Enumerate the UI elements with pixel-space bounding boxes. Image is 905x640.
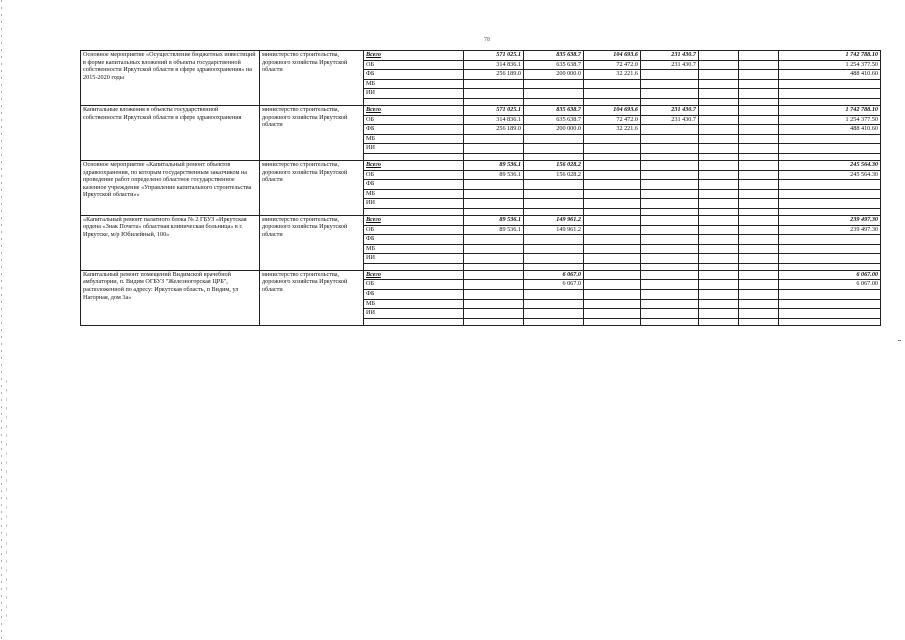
amount-cell [584,134,641,144]
amount-cell: 72 472.0 [584,60,641,70]
amount-cell [584,79,641,89]
responsible-organization: министерство строительства, дорожного хозяйства Иркутской области [260,51,364,106]
budget-table [80,50,881,326]
empty-cell [524,208,584,215]
amount-cell: 6 067.0 [524,280,584,290]
amount-cell [464,299,524,309]
empty-cell [779,98,881,105]
empty-cell [641,208,699,215]
funding-source: МБ [364,134,464,144]
amount-cell [584,225,641,235]
amount-cell [739,105,779,115]
total-cell: 488 410.60 [779,70,881,80]
amount-cell [641,180,699,190]
funding-source: ИИ [364,254,464,264]
amount-cell [524,254,584,264]
amount-cell: 835 638.7 [524,105,584,115]
empty-cell [584,153,641,160]
amount-cell: 314 836.1 [464,115,524,125]
amount-cell [524,134,584,144]
funding-source: ИИ [364,144,464,154]
empty-cell [699,98,739,105]
total-cell [779,254,881,264]
funding-source: Всего [364,105,464,115]
amount-cell [641,215,699,225]
amount-cell [464,134,524,144]
empty-cell [779,208,881,215]
amount-cell [464,254,524,264]
amount-cell: 231 430.7 [641,115,699,125]
empty-cell [464,208,524,215]
empty-cell [464,153,524,160]
total-cell [779,89,881,99]
amount-cell [699,290,739,300]
amount-cell [524,189,584,199]
empty-cell [779,263,881,270]
amount-cell: 635 638.7 [524,115,584,125]
amount-cell [739,299,779,309]
amount-cell [464,79,524,89]
amount-cell [584,189,641,199]
amount-cell: 149 961.2 [524,225,584,235]
amount-cell [584,299,641,309]
amount-cell: 231 430.7 [641,60,699,70]
total-cell [779,134,881,144]
funding-source: ИИ [364,309,464,319]
total-cell: 6 067.00 [779,270,881,280]
amount-cell: 231 430.7 [641,105,699,115]
amount-cell [641,144,699,154]
responsible-organization: министерство строительства, дорожного хозяйства Иркутской области [260,160,364,215]
funding-source: МБ [364,244,464,254]
amount-cell: 156 028.2 [524,160,584,170]
empty-cell [364,98,464,105]
amount-cell [739,125,779,135]
amount-cell [739,189,779,199]
scan-edge-mark [6,380,7,620]
scan-edge-mark [898,340,901,341]
amount-cell [739,70,779,80]
total-cell [779,79,881,89]
amount-cell [641,189,699,199]
amount-cell [739,180,779,190]
funding-source: Всего [364,51,464,61]
amount-cell: 156 028.2 [524,170,584,180]
amount-cell [524,144,584,154]
total-cell [779,309,881,319]
amount-cell [699,280,739,290]
amount-cell: 835 638.7 [524,51,584,61]
amount-cell [584,199,641,209]
table-row [81,105,881,115]
amount-cell: 32 221.6 [584,70,641,80]
empty-cell [739,263,779,270]
amount-cell [641,254,699,264]
amount-cell [699,225,739,235]
funding-source: Всего [364,215,464,225]
funding-source: ОБ [364,225,464,235]
amount-cell [641,160,699,170]
empty-cell [641,318,699,325]
amount-cell: 104 693.6 [584,51,641,61]
responsible-organization: министерство строительства, дорожного хозяйства Иркутской области [260,215,364,270]
empty-cell [779,318,881,325]
amount-cell [584,290,641,300]
amount-cell [584,309,641,319]
empty-cell [699,208,739,215]
amount-cell [739,79,779,89]
amount-cell [699,215,739,225]
amount-cell [584,89,641,99]
amount-cell [699,270,739,280]
measure-description: Основное мероприятие «Капитальный ремонт объектов здравоохранения, по которым государственным заказчиком на проведение работ определено областное государственное казенное учреждение «Управление капитального строительства Иркутской области»» [81,160,260,215]
total-cell [779,144,881,154]
amount-cell [699,70,739,80]
amount-cell: 89 536.1 [464,160,524,170]
amount-cell [739,170,779,180]
amount-cell: 571 025.1 [464,51,524,61]
funding-source: ФБ [364,125,464,135]
empty-cell [699,153,739,160]
amount-cell [739,270,779,280]
amount-cell [584,144,641,154]
amount-cell [464,309,524,319]
empty-cell [364,318,464,325]
amount-cell: 104 693.6 [584,105,641,115]
empty-cell [524,153,584,160]
amount-cell [699,180,739,190]
total-cell: 239 497.30 [779,215,881,225]
empty-cell [699,263,739,270]
funding-source: ОБ [364,170,464,180]
amount-cell [699,299,739,309]
empty-cell [641,98,699,105]
amount-cell [464,270,524,280]
amount-cell [524,180,584,190]
amount-cell: 32 221.6 [584,125,641,135]
empty-cell [641,263,699,270]
amount-cell [699,115,739,125]
amount-cell [641,225,699,235]
amount-cell [641,299,699,309]
funding-source: МБ [364,79,464,89]
amount-cell [584,235,641,245]
measure-description: Капитальные вложения в объекты государственной собственности Иркутской области в сфере здравоохранения [81,105,260,160]
empty-cell [641,153,699,160]
amount-cell [584,160,641,170]
page-number: 78 [484,37,490,43]
amount-cell [739,215,779,225]
total-cell: 1 254 377.50 [779,115,881,125]
amount-cell [584,244,641,254]
total-cell: 1 742 788.10 [779,51,881,61]
amount-cell [464,290,524,300]
amount-cell [524,89,584,99]
amount-cell [699,244,739,254]
funding-source: МБ [364,299,464,309]
amount-cell [699,235,739,245]
amount-cell: 200 000.0 [524,70,584,80]
amount-cell: 256 189.0 [464,70,524,80]
amount-cell [699,134,739,144]
amount-cell [641,134,699,144]
amount-cell [699,189,739,199]
total-cell [779,235,881,245]
amount-cell [584,270,641,280]
measure-description: «Капитальный ремонт палатного блока № 2 ГБУЗ «Иркутская ордена «Знак Почета» областная клиническая больница» в г. Иркутске, м/р Юбилейный, 100» [81,215,260,270]
total-cell: 239 497.30 [779,225,881,235]
empty-cell [524,98,584,105]
amount-cell [641,79,699,89]
amount-cell [739,244,779,254]
amount-cell [739,144,779,154]
empty-cell [464,98,524,105]
funding-source: МБ [364,189,464,199]
amount-cell [584,254,641,264]
amount-cell [641,290,699,300]
amount-cell [699,309,739,319]
empty-cell [739,208,779,215]
funding-source: ИИ [364,89,464,99]
funding-source: ФБ [364,290,464,300]
funding-source: ОБ [364,280,464,290]
total-cell [779,244,881,254]
funding-source: ФБ [364,180,464,190]
empty-cell [584,98,641,105]
amount-cell: 256 189.0 [464,125,524,135]
empty-cell [464,263,524,270]
empty-cell [584,318,641,325]
empty-cell [739,318,779,325]
budget-table-body [81,51,881,326]
amount-cell [584,180,641,190]
total-cell: 245 564.30 [779,170,881,180]
amount-cell [641,309,699,319]
amount-cell [464,235,524,245]
empty-cell [584,263,641,270]
amount-cell: 571 025.1 [464,105,524,115]
amount-cell [699,125,739,135]
amount-cell [699,89,739,99]
total-cell: 488 410.60 [779,125,881,135]
amount-cell: 89 536.1 [464,215,524,225]
amount-cell [641,125,699,135]
empty-cell [779,153,881,160]
amount-cell [524,199,584,209]
amount-cell [699,51,739,61]
amount-cell [739,89,779,99]
empty-cell [364,208,464,215]
amount-cell [641,270,699,280]
responsible-organization: министерство строительства, дорожного хозяйства Иркутской области [260,105,364,160]
funding-source: ИИ [364,199,464,209]
amount-cell [699,144,739,154]
total-cell [779,299,881,309]
funding-source: ОБ [364,115,464,125]
amount-cell [699,254,739,264]
amount-cell [739,134,779,144]
amount-cell [641,170,699,180]
funding-source: ФБ [364,235,464,245]
amount-cell [584,215,641,225]
amount-cell [739,60,779,70]
amount-cell [699,79,739,89]
empty-cell [739,153,779,160]
amount-cell [584,170,641,180]
amount-cell [524,309,584,319]
scan-edge-mark [1,0,2,640]
empty-cell [464,318,524,325]
table-row [81,215,881,225]
amount-cell [699,199,739,209]
total-cell: 6 067.00 [779,280,881,290]
table-row [81,51,881,61]
amount-cell: 149 961.2 [524,215,584,225]
amount-cell [739,199,779,209]
empty-cell [364,153,464,160]
total-cell: 245 564.30 [779,160,881,170]
funding-source: ОБ [364,60,464,70]
total-cell [779,290,881,300]
funding-source: ФБ [364,70,464,80]
amount-cell [739,160,779,170]
empty-cell [524,263,584,270]
amount-cell [524,235,584,245]
total-cell: 1 742 788.10 [779,105,881,115]
amount-cell [584,280,641,290]
amount-cell: 89 536.1 [464,170,524,180]
amount-cell [524,79,584,89]
amount-cell [739,51,779,61]
measure-description: Капитальный ремонт помещений Видимской врачебной амбулатории, п. Видим ОГБУЗ "Железногорская ЦРБ", расположенной по адресу: Иркутская область, п Видим, ул Нагорная, дом 3а» [81,270,260,325]
empty-cell [584,208,641,215]
amount-cell [641,244,699,254]
empty-cell [699,318,739,325]
amount-cell [739,225,779,235]
empty-cell [739,98,779,105]
amount-cell [641,280,699,290]
amount-cell [739,235,779,245]
amount-cell [464,280,524,290]
amount-cell: 72 472.0 [584,115,641,125]
amount-cell [524,299,584,309]
amount-cell [739,280,779,290]
funding-source: Всего [364,160,464,170]
total-cell [779,180,881,190]
amount-cell [524,244,584,254]
amount-cell [699,170,739,180]
table-row [81,160,881,170]
total-cell [779,199,881,209]
table-row [81,270,881,280]
amount-cell [739,254,779,264]
amount-cell [699,60,739,70]
amount-cell [524,290,584,300]
amount-cell [464,180,524,190]
amount-cell [699,105,739,115]
empty-cell [524,318,584,325]
measure-description: Основное мероприятие «Осуществление бюджетных инвестиций в форме капитальных вложений в объекты государственной собственности Иркутской области в сфере здравоохранения» на 2015-2020 годы [81,51,260,106]
amount-cell [699,160,739,170]
amount-cell [641,199,699,209]
amount-cell [464,199,524,209]
amount-cell: 635 638.7 [524,60,584,70]
amount-cell [464,89,524,99]
amount-cell [739,309,779,319]
amount-cell [641,235,699,245]
amount-cell [641,89,699,99]
amount-cell: 231 430.7 [641,51,699,61]
amount-cell [739,115,779,125]
amount-cell [464,244,524,254]
amount-cell [739,290,779,300]
total-cell: 1 254 377.50 [779,60,881,70]
amount-cell [464,189,524,199]
amount-cell: 6 067.0 [524,270,584,280]
amount-cell: 314 836.1 [464,60,524,70]
responsible-organization: министерство строительства, дорожного хозяйства Иркутской области [260,270,364,325]
amount-cell: 200 000.0 [524,125,584,135]
amount-cell [464,144,524,154]
amount-cell [641,70,699,80]
total-cell [779,189,881,199]
empty-cell [364,263,464,270]
funding-source: Всего [364,270,464,280]
amount-cell: 89 536.1 [464,225,524,235]
